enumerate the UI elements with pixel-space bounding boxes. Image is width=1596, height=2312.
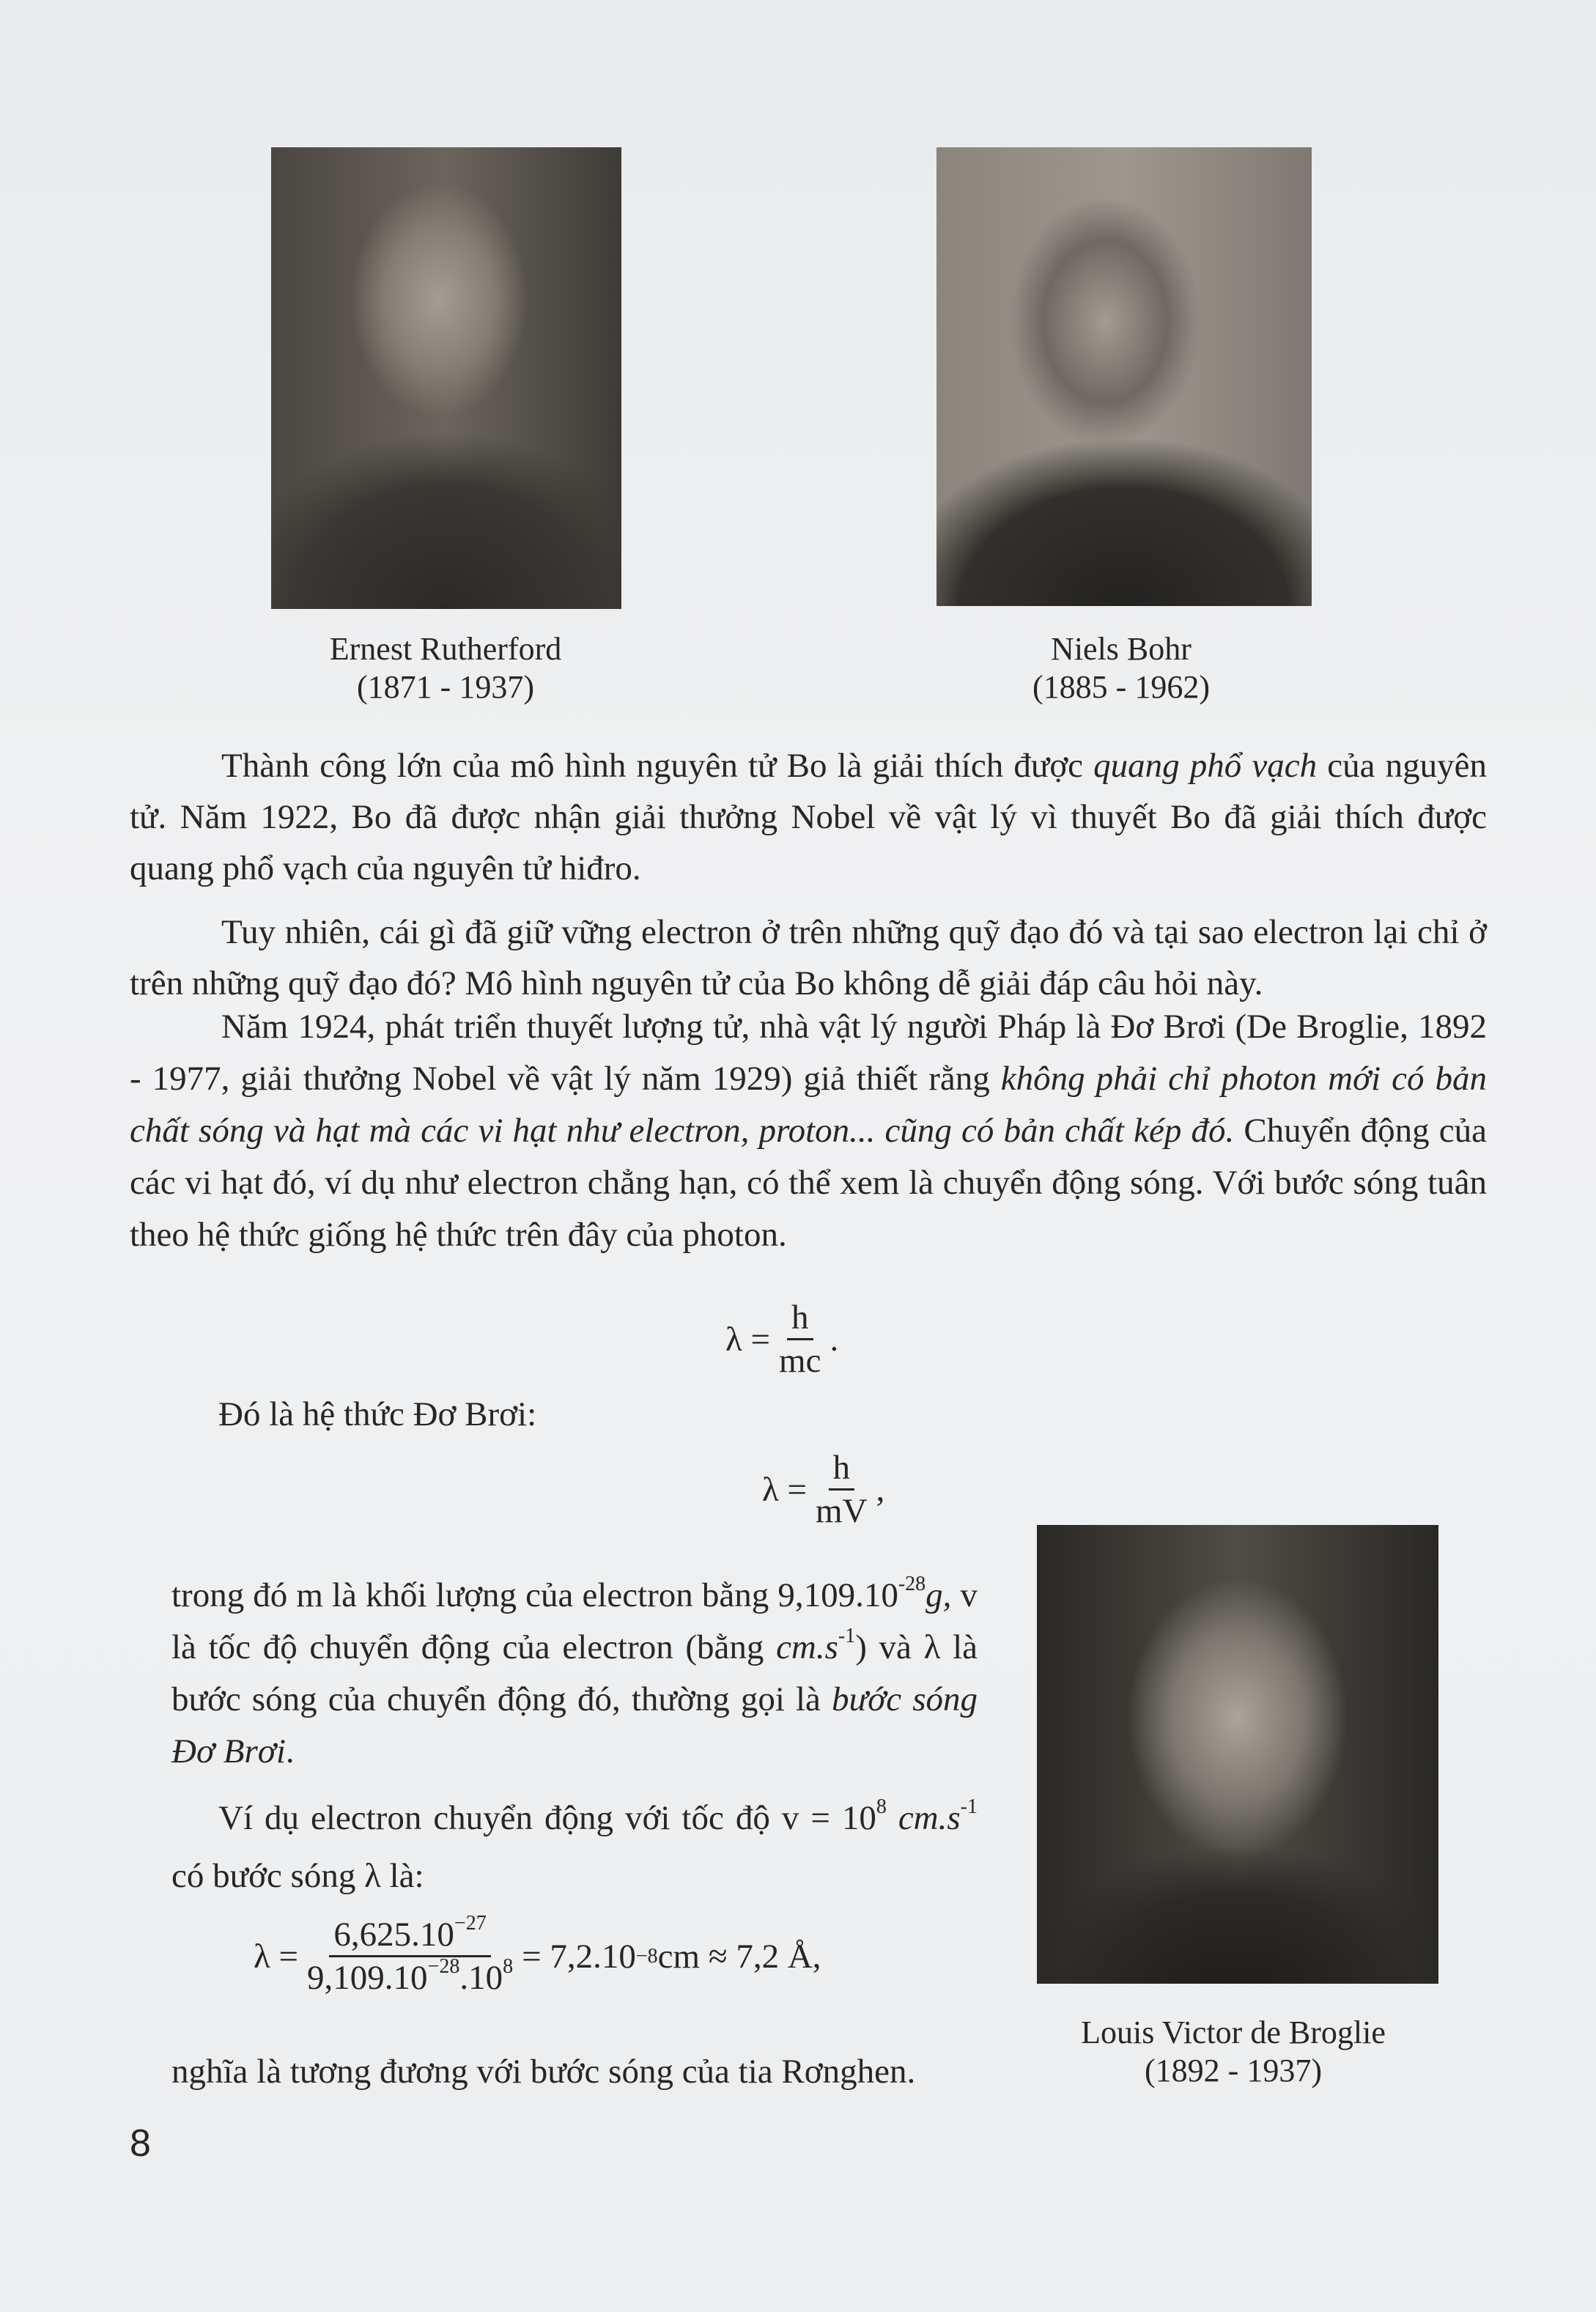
caption-de-broglie [1013,2014,1453,2090]
denominator: mc [779,1342,821,1380]
exponent: -1 [960,1795,978,1818]
paragraph [130,1001,1487,1261]
portrait-name: Louis Victor de Broglie [1081,2014,1386,2050]
numerator: h [829,1447,855,1491]
formula-lhs: λ = [762,1470,808,1509]
exponent: −27 [454,1912,487,1935]
unit: g, [926,1576,952,1614]
numerator [329,1914,490,1957]
fraction [775,1297,825,1381]
exponent: −28 [427,1955,460,1978]
text: Thành công lớn của mô hình nguyên tử Bo là giải thích được [221,747,1094,785]
exponent: 8 [503,1955,514,1978]
unit: cm.s [776,1628,838,1666]
unit: cm.s [886,1799,961,1837]
caption-rutherford [226,630,665,706]
formula-rhs: = 7,2.10 [522,1937,636,1976]
exponent: -1 [838,1625,856,1647]
exponent: 8 [876,1795,887,1818]
text: Ví dụ electron chuyển động với tốc độ v = 10 [218,1799,876,1837]
paragraph [171,1570,978,1778]
portrait-bohr [936,147,1312,606]
portrait-name: Niels Bohr [1051,631,1192,667]
formula-rhs: cm ≈ 7,2 Å, [657,1937,821,1976]
portrait-years: (1892 - 1937) [1145,2053,1322,2088]
caption-bohr [901,630,1341,706]
formula-de-broglie [762,1447,884,1532]
text: v là tốc độ chuyển động của electron (bằng [171,1576,978,1666]
text: 9,109.10 [307,1959,428,1997]
text: trong đó m là khối lượng của electron bằng 9,109.10 [171,1576,898,1614]
paragraph: nghĩa là tương đương với bước sóng của tia Rơnghen. [171,2053,916,2091]
emphasis: quang phổ vạch [1093,747,1318,785]
paragraph: Tuy nhiên, cái gì đã giữ vững electron ở trên những quỹ đạo đó và tại sao electron lại chỉ ở trên những quỹ đạo đó? Mô hình nguyên tử của Bo không dễ giải đáp câu hỏi này. [130,913,1487,1002]
text: Chuyển động của các vi hạt đó, ví dụ như electron chẳng hạn, có thể xem là chuyển động sóng. Với bước sóng tuân theo hệ thức giống hệ thức trên đây của photon. [130,1112,1487,1254]
portrait-rutherford [271,147,621,609]
formula-lhs: λ = [254,1937,299,1976]
portrait-years: (1871 - 1937) [357,669,534,705]
text: .10 [459,1959,503,1997]
fraction [303,1914,517,1998]
page-number: 8 [130,2122,151,2165]
portrait-years: (1885 - 1962) [1032,669,1210,705]
paragraph: Đó là hệ thức Đơ Brơi: [218,1395,537,1433]
exponent: -28 [898,1573,926,1595]
numerator: h [787,1297,813,1340]
text: Năm 1924, phát triển thuyết lượng tử, nhà vật lý người Pháp là Đơ Brơi (De Broglie, 1892 - 1977, giải thưởng Nobel về vật lý năm 1929) giả thiết rằng [130,1008,1487,1098]
punct: . [830,1320,839,1359]
portrait-de-broglie [1037,1525,1438,1984]
text: 6,625.10 [333,1916,454,1954]
paragraph [171,1790,978,1905]
emphasis: không phải chỉ photon mới có bản chất sóng và hạt mà các vi hạt như electron, proton... cũng có bản chất kép đó. [130,1060,1487,1150]
emphasis: bước sóng Đơ Brơi [171,1680,978,1770]
formula-example: λ = $\frac{6,625.10^{-27}}{9,109.10^{-28}.10^8}$ = 7,2.10 −8 cm ≈ 7,2 Å, [254,1912,821,1997]
portrait-name: Ernest Rutherford [329,631,562,667]
denominator: mV [816,1492,868,1530]
paragraph [130,740,1487,894]
formula-photon-wavelength [725,1297,838,1381]
text: . [285,1732,295,1770]
text: của nguyên tử. Năm 1922, Bo đã được nhận giải thưởng Nobel về vật lý vì thuyết Bo đã giải thích được quang phổ vạch của nguyên tử hiđro. [130,747,1487,887]
denominator [303,1957,517,1998]
punct: , [876,1470,885,1509]
fraction [811,1447,872,1532]
formula-lhs: λ = [725,1320,771,1359]
text: có bước sóng λ là: [171,1857,424,1895]
text: ) và λ là bước sóng của chuyển động đó, thường gọi là [171,1628,978,1718]
